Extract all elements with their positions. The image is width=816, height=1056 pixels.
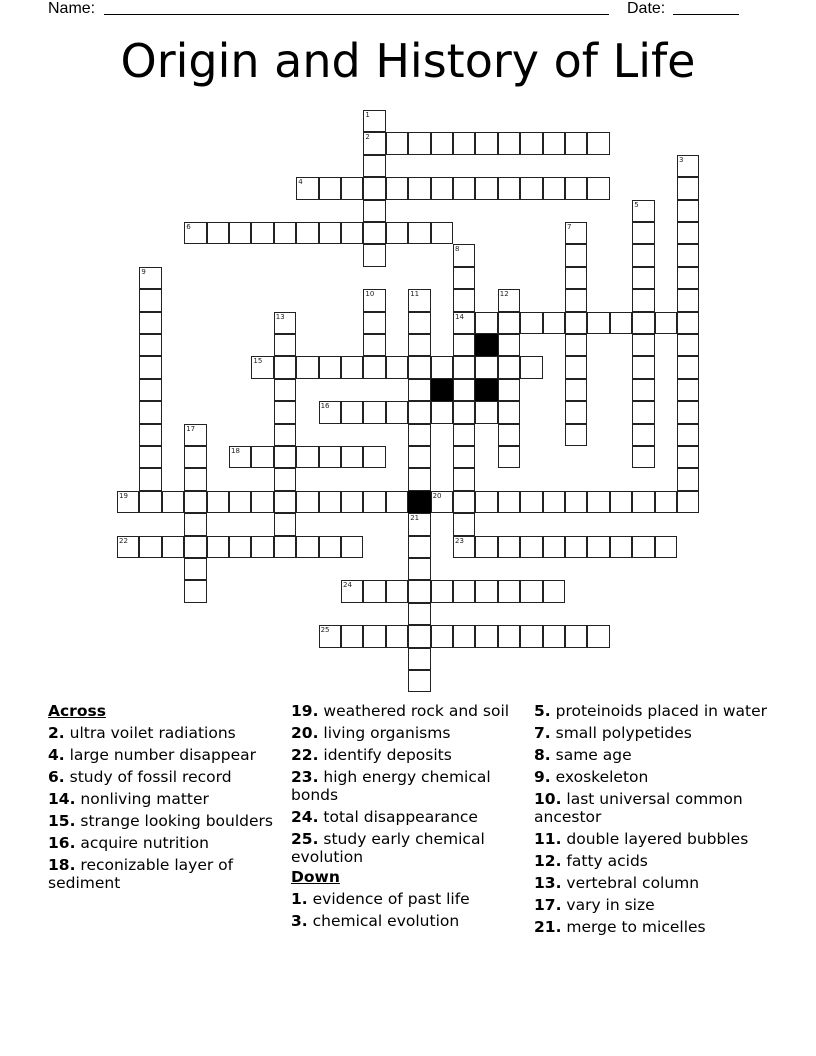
grid-cell[interactable] xyxy=(184,580,206,602)
grid-cell[interactable] xyxy=(386,580,408,602)
grid-cell[interactable] xyxy=(453,267,475,289)
grid-cell[interactable] xyxy=(453,491,475,513)
grid-cell[interactable] xyxy=(498,401,520,423)
grid-cell[interactable] xyxy=(184,468,206,490)
grid-cell[interactable] xyxy=(139,536,161,558)
grid-cell[interactable] xyxy=(475,401,497,423)
grid-cell[interactable] xyxy=(565,312,587,334)
grid-cell[interactable] xyxy=(363,177,385,199)
grid-cell[interactable] xyxy=(229,222,251,244)
clue-down-10: 10. last universal common ancestor xyxy=(534,790,743,826)
grid-cell[interactable] xyxy=(431,401,453,423)
grid-cell[interactable] xyxy=(274,491,296,513)
grid-cell[interactable] xyxy=(363,200,385,222)
grid-cell[interactable] xyxy=(408,580,430,602)
clue-down-3: 3. chemical evolution xyxy=(291,912,460,930)
grid-cell[interactable] xyxy=(610,491,632,513)
grid-cell[interactable] xyxy=(431,132,453,154)
grid-cell[interactable] xyxy=(565,177,587,199)
grid-cell[interactable] xyxy=(274,446,296,468)
grid-cell[interactable] xyxy=(565,424,587,446)
grid-cell[interactable] xyxy=(520,625,542,647)
clues-column-2 xyxy=(291,700,521,930)
grid-cell[interactable] xyxy=(139,267,161,289)
grid-cell[interactable] xyxy=(565,289,587,311)
grid-cell[interactable] xyxy=(408,132,430,154)
grid-cell[interactable] xyxy=(677,222,699,244)
grid-cell[interactable] xyxy=(453,424,475,446)
grid-cell[interactable] xyxy=(677,424,699,446)
grid-cell[interactable] xyxy=(251,491,273,513)
grid-cell[interactable] xyxy=(632,222,654,244)
grid-cell[interactable] xyxy=(677,267,699,289)
clue-across-19: 19. weathered rock and soil xyxy=(291,702,510,720)
grid-cell[interactable] xyxy=(319,536,341,558)
grid-cell[interactable] xyxy=(475,580,497,602)
grid-cell[interactable] xyxy=(677,200,699,222)
grid-cell[interactable] xyxy=(565,379,587,401)
grid-cell[interactable] xyxy=(677,468,699,490)
grid-cell[interactable] xyxy=(453,356,475,378)
clue-number: 6 xyxy=(186,223,191,231)
grid-cell[interactable] xyxy=(632,536,654,558)
grid-cell[interactable] xyxy=(655,536,677,558)
grid-cell[interactable] xyxy=(296,222,318,244)
grid-cell[interactable] xyxy=(565,356,587,378)
clue-number: 20 xyxy=(432,491,442,500)
grid-cell[interactable] xyxy=(408,312,430,334)
grid-cell[interactable] xyxy=(408,401,430,423)
grid-cell[interactable] xyxy=(363,110,385,132)
grid-cell[interactable] xyxy=(475,491,497,513)
grid-cell[interactable] xyxy=(520,580,542,602)
grid-cell[interactable] xyxy=(610,536,632,558)
grid-cell[interactable] xyxy=(363,491,385,513)
grid-cell[interactable] xyxy=(587,132,609,154)
grid-cell[interactable] xyxy=(565,536,587,558)
grid-cell[interactable] xyxy=(610,312,632,334)
clue-across-24: 24. total disappearance xyxy=(291,808,478,826)
grid-cell[interactable] xyxy=(565,491,587,513)
clue-across-6: 6. study of fossil record xyxy=(48,768,232,786)
grid-cell[interactable] xyxy=(453,625,475,647)
grid-cell[interactable] xyxy=(408,468,430,490)
grid-cell[interactable] xyxy=(363,244,385,266)
grid-cell[interactable] xyxy=(139,491,161,513)
clue-across-4: 4. large number disappear xyxy=(48,746,257,764)
clue-across-23: 23. high energy chemical bonds xyxy=(291,768,491,804)
grid-cell[interactable] xyxy=(453,177,475,199)
grid-cell[interactable] xyxy=(319,625,341,647)
clue-number: 19 xyxy=(119,491,128,500)
clue-down-5: 5. proteinoids placed in water xyxy=(534,702,768,720)
grid-cell[interactable] xyxy=(498,580,520,602)
grid-cell[interactable] xyxy=(184,222,206,244)
grid-cell[interactable] xyxy=(632,200,654,222)
grid-cell[interactable] xyxy=(632,334,654,356)
grid-cell[interactable] xyxy=(408,670,430,692)
grid-cell[interactable] xyxy=(565,334,587,356)
grid-cell[interactable] xyxy=(498,536,520,558)
grid-cell[interactable] xyxy=(587,177,609,199)
grid-cell[interactable] xyxy=(139,424,161,446)
grid-cell[interactable] xyxy=(587,312,609,334)
clue-number: 9 xyxy=(141,267,146,276)
grid-cell[interactable] xyxy=(453,379,475,401)
grid-cell[interactable] xyxy=(184,491,206,513)
black-cell xyxy=(475,334,497,356)
grid-cell[interactable] xyxy=(274,513,296,535)
clue-across-18: 18. reconizable layer of sediment xyxy=(48,856,234,892)
grid-cell[interactable] xyxy=(363,446,385,468)
grid-cell[interactable] xyxy=(453,132,475,154)
grid-cell[interactable] xyxy=(207,536,229,558)
grid-cell[interactable] xyxy=(319,356,341,378)
grid-cell[interactable] xyxy=(117,536,139,558)
clue-across-14: 14. nonliving matter xyxy=(48,790,209,808)
grid-cell[interactable] xyxy=(632,312,654,334)
grid-cell[interactable] xyxy=(543,312,565,334)
grid-cell[interactable] xyxy=(475,132,497,154)
grid-cell[interactable] xyxy=(632,424,654,446)
clue-down-1: 1. evidence of past life xyxy=(291,890,470,908)
grid-cell[interactable] xyxy=(431,491,453,513)
grid-cell[interactable] xyxy=(475,312,497,334)
clue-number: 5 xyxy=(634,200,639,209)
grid-cell[interactable] xyxy=(341,491,363,513)
grid-cell[interactable] xyxy=(386,177,408,199)
grid-cell[interactable] xyxy=(431,222,453,244)
grid-cell[interactable] xyxy=(184,513,206,535)
clue-down-11: 11. double layered bubbles xyxy=(534,830,749,848)
grid-cell[interactable] xyxy=(431,580,453,602)
clue-across-16: 16. acquire nutrition xyxy=(48,834,209,852)
grid-cell[interactable] xyxy=(408,648,430,670)
clue-down-12: 12. fatty acids xyxy=(534,852,648,870)
grid-cell[interactable] xyxy=(655,491,677,513)
grid-cell[interactable] xyxy=(139,289,161,311)
grid-cell[interactable] xyxy=(251,446,273,468)
grid-cell[interactable] xyxy=(363,289,385,311)
grid-cell[interactable] xyxy=(520,312,542,334)
clue-number: 4 xyxy=(298,178,303,187)
date-label: Date: xyxy=(627,0,666,17)
grid-cell[interactable] xyxy=(565,267,587,289)
grid-cell[interactable] xyxy=(543,491,565,513)
clue-down-13: 13. vertebral column xyxy=(534,874,700,892)
grid-cell[interactable] xyxy=(408,379,430,401)
grid-cell[interactable] xyxy=(431,356,453,378)
grid-cell[interactable] xyxy=(520,491,542,513)
grid-cell[interactable] xyxy=(341,625,363,647)
grid-cell[interactable] xyxy=(229,536,251,558)
clue-across-2: 2. ultra voilet radiations xyxy=(48,724,236,742)
grid-cell[interactable] xyxy=(520,177,542,199)
grid-cell[interactable] xyxy=(251,222,273,244)
grid-cell[interactable] xyxy=(251,536,273,558)
grid-cell[interactable] xyxy=(363,401,385,423)
clue-down-9: 9. exoskeleton xyxy=(534,768,649,786)
grid-cell[interactable] xyxy=(274,468,296,490)
grid-cell[interactable] xyxy=(677,491,699,513)
grid-cell[interactable] xyxy=(453,513,475,535)
grid-cell[interactable] xyxy=(363,356,385,378)
clue-down-8: 8. same age xyxy=(534,746,632,764)
grid-cell[interactable] xyxy=(520,536,542,558)
clue-number: 21 xyxy=(410,514,420,523)
grid-cell[interactable] xyxy=(543,177,565,199)
grid-cell[interactable] xyxy=(498,379,520,401)
grid-cell[interactable] xyxy=(498,625,520,647)
clue-number: 2 xyxy=(365,133,370,142)
grid-cell[interactable] xyxy=(655,312,677,334)
grid-cell[interactable] xyxy=(565,244,587,266)
grid-cell[interactable] xyxy=(453,289,475,311)
clue-number: 3 xyxy=(679,155,684,164)
grid-cell[interactable] xyxy=(677,356,699,378)
grid-cell[interactable] xyxy=(475,625,497,647)
grid-cell[interactable] xyxy=(386,401,408,423)
grid-cell[interactable] xyxy=(207,491,229,513)
grid-cell[interactable] xyxy=(498,177,520,199)
grid-cell[interactable] xyxy=(453,312,475,334)
clue-number: 14 xyxy=(455,312,464,321)
grid-cell[interactable] xyxy=(408,513,430,535)
clues-column-3 xyxy=(534,700,774,936)
grid-cell[interactable] xyxy=(139,356,161,378)
grid-cell[interactable] xyxy=(632,491,654,513)
clue-down-7: 7. small polypetides xyxy=(534,724,692,742)
grid-cell[interactable] xyxy=(543,580,565,602)
grid-cell[interactable] xyxy=(184,446,206,468)
grid-cell[interactable] xyxy=(341,401,363,423)
grid-cell[interactable] xyxy=(632,356,654,378)
grid-cell[interactable] xyxy=(363,334,385,356)
grid-cell[interactable] xyxy=(139,334,161,356)
grid-cell[interactable] xyxy=(162,491,184,513)
grid-cell[interactable] xyxy=(296,446,318,468)
grid-cell[interactable] xyxy=(341,177,363,199)
grid-cell[interactable] xyxy=(498,446,520,468)
grid-cell[interactable] xyxy=(453,244,475,266)
grid-cell[interactable] xyxy=(543,536,565,558)
grid-cell[interactable] xyxy=(453,401,475,423)
grid-cell[interactable] xyxy=(363,222,385,244)
grid-cell[interactable] xyxy=(408,356,430,378)
clue-number: 23 xyxy=(455,536,464,545)
clues-column-1 xyxy=(48,700,278,892)
grid-cell[interactable] xyxy=(319,491,341,513)
clue-across-15: 15. strange looking boulders xyxy=(48,812,273,830)
grid-cell[interactable] xyxy=(363,312,385,334)
grid-cell[interactable] xyxy=(319,177,341,199)
clue-number: 17 xyxy=(186,424,196,433)
clue-down-17: 17. vary in size xyxy=(534,896,655,914)
grid-cell[interactable] xyxy=(677,334,699,356)
grid-cell[interactable] xyxy=(565,625,587,647)
grid-cell[interactable] xyxy=(363,155,385,177)
grid-cell[interactable] xyxy=(587,625,609,647)
grid-cell[interactable] xyxy=(386,491,408,513)
grid-cell[interactable] xyxy=(453,468,475,490)
grid-cell[interactable] xyxy=(632,267,654,289)
grid-cell[interactable] xyxy=(408,603,430,625)
grid-cell[interactable] xyxy=(341,446,363,468)
clue-number: 18 xyxy=(231,447,240,455)
grid-cell[interactable] xyxy=(677,155,699,177)
grid-cell[interactable] xyxy=(587,491,609,513)
grid-cell[interactable] xyxy=(229,446,251,468)
grid-cell[interactable] xyxy=(274,222,296,244)
grid-cell[interactable] xyxy=(408,177,430,199)
clue-number: 10 xyxy=(365,290,375,299)
grid-cell[interactable] xyxy=(408,289,430,311)
grid-cell[interactable] xyxy=(319,222,341,244)
across-heading: Across xyxy=(48,702,106,720)
clue-number: 11 xyxy=(410,290,420,299)
clue-number: 13 xyxy=(275,312,285,321)
grid-cell[interactable] xyxy=(565,401,587,423)
down-heading: Down xyxy=(291,868,340,886)
grid-cell[interactable] xyxy=(475,356,497,378)
grid-cell[interactable] xyxy=(363,132,385,154)
grid-cell[interactable] xyxy=(274,379,296,401)
grid-cell[interactable] xyxy=(520,132,542,154)
clue-number: 15 xyxy=(253,357,263,366)
grid-cell[interactable] xyxy=(319,401,341,423)
grid-cell[interactable] xyxy=(677,289,699,311)
grid-cell[interactable] xyxy=(274,356,296,378)
grid-cell[interactable] xyxy=(274,312,296,334)
grid-cell[interactable] xyxy=(341,222,363,244)
grid-cell[interactable] xyxy=(139,468,161,490)
grid-cell[interactable] xyxy=(475,177,497,199)
grid-cell[interactable] xyxy=(274,536,296,558)
grid-cell[interactable] xyxy=(498,491,520,513)
grid-cell[interactable] xyxy=(363,580,385,602)
grid-cell[interactable] xyxy=(341,356,363,378)
grid-cell[interactable] xyxy=(139,379,161,401)
grid-cell[interactable] xyxy=(498,132,520,154)
clue-number: 16 xyxy=(320,402,330,411)
grid-cell[interactable] xyxy=(296,177,318,199)
grid-cell[interactable] xyxy=(677,446,699,468)
grid-cell[interactable] xyxy=(386,132,408,154)
grid-cell[interactable] xyxy=(632,379,654,401)
clue-number: 8 xyxy=(455,245,460,254)
grid-cell[interactable] xyxy=(543,625,565,647)
name-label: Name: xyxy=(48,0,96,17)
grid-cell[interactable] xyxy=(274,401,296,423)
grid-cell[interactable] xyxy=(677,379,699,401)
grid-cell[interactable] xyxy=(229,491,251,513)
grid-cell[interactable] xyxy=(139,401,161,423)
grid-cell[interactable] xyxy=(453,536,475,558)
clue-down-21: 21. merge to micelles xyxy=(534,918,706,936)
grid-cell[interactable] xyxy=(184,558,206,580)
grid-cell[interactable] xyxy=(677,244,699,266)
grid-cell[interactable] xyxy=(677,401,699,423)
grid-cell[interactable] xyxy=(341,580,363,602)
grid-cell[interactable] xyxy=(386,356,408,378)
grid-cell[interactable] xyxy=(565,222,587,244)
black-cell xyxy=(475,379,497,401)
puzzle-title: Origin and History of Life xyxy=(120,34,696,88)
clue-across-22: 22. identify deposits xyxy=(291,746,452,764)
grid-cell[interactable] xyxy=(386,222,408,244)
grid-cell[interactable] xyxy=(184,536,206,558)
clue-number: 24 xyxy=(343,581,352,590)
grid-cell[interactable] xyxy=(632,244,654,266)
black-cell xyxy=(431,379,453,401)
grid-cell[interactable] xyxy=(408,222,430,244)
grid-cell[interactable] xyxy=(453,446,475,468)
grid-cell[interactable] xyxy=(207,222,229,244)
grid-cell[interactable] xyxy=(408,446,430,468)
grid-cell[interactable] xyxy=(274,424,296,446)
grid-cell[interactable] xyxy=(408,625,430,647)
grid-cell[interactable] xyxy=(475,536,497,558)
grid-cell[interactable] xyxy=(296,491,318,513)
grid-cell[interactable] xyxy=(453,580,475,602)
grid-cell[interactable] xyxy=(431,625,453,647)
grid-cell[interactable] xyxy=(319,446,341,468)
grid-cell[interactable] xyxy=(543,132,565,154)
grid-cell[interactable] xyxy=(565,132,587,154)
grid-cell[interactable] xyxy=(162,536,184,558)
grid-cell[interactable] xyxy=(632,289,654,311)
clue-number: 12 xyxy=(499,290,509,299)
grid-cell[interactable] xyxy=(587,536,609,558)
clue-number: 25 xyxy=(320,626,330,635)
grid-cell[interactable] xyxy=(184,424,206,446)
clue-across-20: 20. living organisms xyxy=(291,724,451,742)
grid-cell[interactable] xyxy=(296,536,318,558)
grid-cell[interactable] xyxy=(386,625,408,647)
grid-cell[interactable] xyxy=(632,401,654,423)
grid-cell[interactable] xyxy=(498,424,520,446)
grid-cell[interactable] xyxy=(363,625,385,647)
black-cell xyxy=(408,491,430,513)
grid-cell[interactable] xyxy=(139,446,161,468)
grid-cell[interactable] xyxy=(408,424,430,446)
clue-across-25: 25. study early chemical evolution xyxy=(291,830,485,866)
grid-cell[interactable] xyxy=(296,356,318,378)
grid-cell[interactable] xyxy=(408,558,430,580)
grid-cell[interactable] xyxy=(498,289,520,311)
grid-cell[interactable] xyxy=(677,177,699,199)
grid-cell[interactable] xyxy=(274,334,296,356)
grid-cell[interactable] xyxy=(431,177,453,199)
clue-number: 22 xyxy=(119,536,128,545)
clue-number: 7 xyxy=(567,223,572,231)
grid-cell[interactable] xyxy=(453,334,475,356)
grid-cell[interactable] xyxy=(251,356,273,378)
grid-cell[interactable] xyxy=(498,356,520,378)
grid-cell[interactable] xyxy=(341,536,363,558)
grid-cell[interactable] xyxy=(408,334,430,356)
grid-cell[interactable] xyxy=(632,446,654,468)
grid-cell[interactable] xyxy=(677,312,699,334)
grid-cell[interactable] xyxy=(498,334,520,356)
grid-cell[interactable] xyxy=(139,312,161,334)
clue-number: 1 xyxy=(365,111,370,119)
grid-cell[interactable] xyxy=(498,312,520,334)
grid-cell[interactable] xyxy=(520,356,542,378)
grid-cell[interactable] xyxy=(117,491,139,513)
grid-cell[interactable] xyxy=(408,536,430,558)
